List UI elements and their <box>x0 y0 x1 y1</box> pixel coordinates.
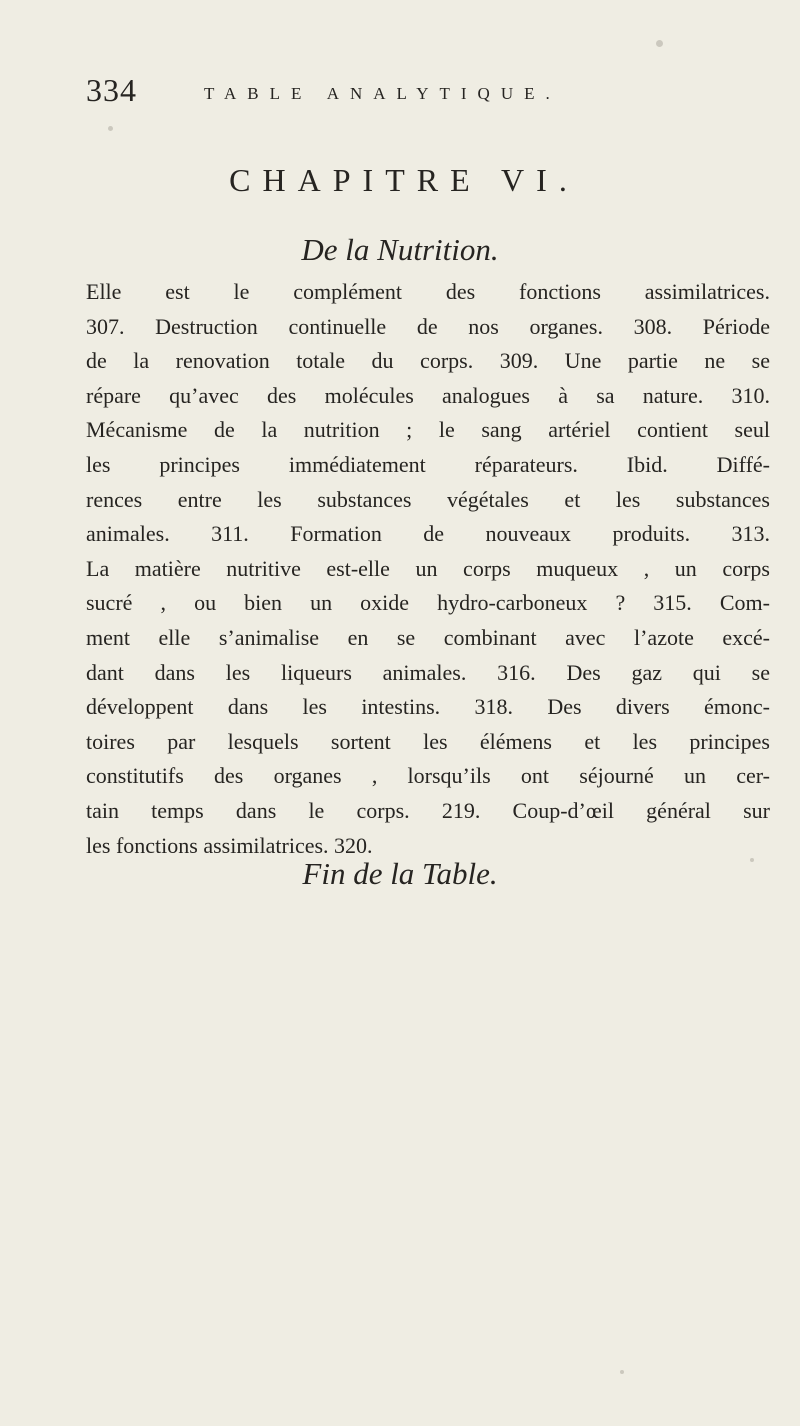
paper-speck <box>620 1370 624 1374</box>
chapter-heading: CHAPITRE VI. <box>229 162 579 198</box>
text-line: toires par lesquels sortent les élémens et les principes <box>86 728 770 754</box>
text-line: Elle est le complément des fonctions assimilatrices. <box>86 279 770 304</box>
text-line: de la renovation totale du corps. 309. Une partie ne se <box>86 348 770 374</box>
running-head <box>86 72 776 132</box>
chapter-summary <box>86 275 770 863</box>
text-line: sucré , ou bien un oxide hydro-carboneux ? 315. Com- <box>86 590 770 616</box>
text-line: dant dans les liqueurs animales. 316. Des gaz qui se <box>86 659 770 685</box>
running-title: TABLE ANALYTIQUE. <box>204 84 561 103</box>
text-line: rences entre les substances végétales et les substances <box>86 486 770 512</box>
end-of-table: Fin de la Table. <box>302 856 498 891</box>
text-line: développent dans les intestins. 318. Des divers émonc- <box>86 694 770 720</box>
text-line: La matière nutritive est-elle un corps muqueux , un corps <box>86 555 770 581</box>
paper-speck <box>750 858 754 862</box>
text-line: constitutifs des organes , lorsqu’ils ont séjourné un cer- <box>86 763 770 789</box>
text-line: 307. Destruction continuelle de nos organes. 308. Période <box>86 313 770 339</box>
text-line: les fonctions assimilatrices. 320. <box>86 832 373 858</box>
text-line: animales. 311. Formation de nouveaux produits. 313. <box>86 521 770 547</box>
text-line: ment elle s’animalise en se combinant avec l’azote excé- <box>86 624 770 650</box>
text-line: répare qu’avec des molécules analogues à sa nature. 310. <box>86 382 770 408</box>
text-line: Mécanisme de la nutrition ; le sang artériel contient seul <box>86 417 770 443</box>
paper-speck <box>108 126 113 131</box>
text-line: les principes immédiatement réparateurs. Ibid. Diffé- <box>86 451 770 477</box>
page-number: 334 <box>86 72 137 108</box>
paper-speck <box>656 40 663 47</box>
text-line: tain temps dans le corps. 219. Coup-d’œil général sur <box>86 797 770 823</box>
chapter-subtitle: De la Nutrition. <box>301 232 499 267</box>
